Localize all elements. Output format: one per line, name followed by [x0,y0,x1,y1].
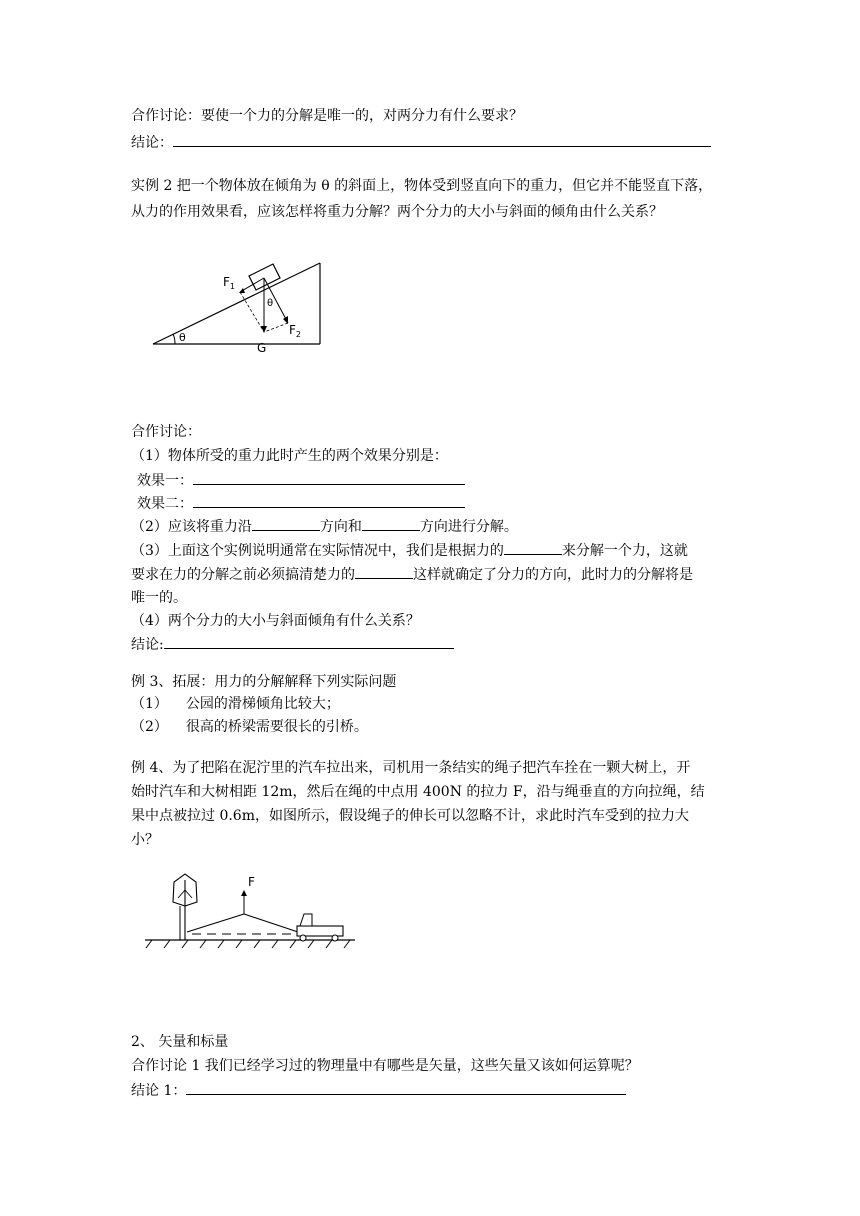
item-number: （1） [131,696,168,712]
conclusion-line [131,132,711,153]
tree-car-figure [140,868,360,958]
dashed-line [240,292,264,332]
f2-label: $F_2$ [289,323,301,339]
question-3-line-3: 唯一的。 [131,590,187,606]
question-1: （1）物体所受的重力此时产生的两个效果分别是： [131,448,448,464]
answer-blank [173,132,711,147]
question-3-line-1 [131,540,688,561]
example-4-text-line-4: 小？ [131,832,159,848]
force-arrowhead [241,890,247,896]
item-text: 公园的滑梯倾角比较大； [185,696,340,712]
f1-label: $F_1$ [223,275,235,291]
effect-2-line [137,493,465,514]
question-2 [131,516,518,537]
answer-blank [193,493,465,508]
example-4-text-line-1: 例 4、为了把陷在泥泞里的汽车拉出来，司机用一条结实的绳子把汽车拴在一颗大树上，开 [131,760,691,776]
question-4: （4）两个分力的大小与斜面倾角有什么关系？ [131,613,420,629]
force-label: F [248,875,255,889]
angle-arc [173,334,175,344]
answer-blank [186,1080,626,1095]
question-3-part-d: 这样就确定了分力的方向，此时力的分解将是 [413,567,693,583]
conclusion-line [131,634,454,655]
answer-blank [504,540,562,555]
car-icon [297,914,343,941]
ground-hatching [146,940,350,948]
example-4-text-line-3: 果中点被拉过 0.6m，如图所示，假设绳子的伸长可以忽略不计，求此时汽车受到的拉力大 [131,808,689,824]
effect-1-label: 效果一： [137,473,193,489]
effect-2-label: 效果二： [137,496,193,512]
discussion-question: 合作讨论：要使一个力的分解是唯一的，对两分力有什么要求？ [131,108,523,124]
example-3-item-1 [131,694,340,714]
answer-blank [252,516,320,531]
example-3-title: 例 3、拓展：用力的分解解释下列实际问题 [131,674,397,690]
question-3-part-b: 来分解一个力，这就 [561,543,688,559]
theta-label: θ [179,331,186,344]
discussion-question: 合作讨论 1 我们已经学习过的物理量中有哪些是矢量，这些矢量又该如何运算呢？ [131,1058,639,1074]
answer-blank [193,470,465,485]
rope [187,914,244,932]
conclusion-label: 结论: [131,637,164,653]
effect-1-line [137,470,465,491]
conclusion-line [131,1080,626,1101]
item-number: （2） [131,719,168,735]
conclusion-label: 结论 1： [131,1083,187,1099]
answer-blank [355,564,413,579]
example-2-text-line-2: 从力的作用效果看，应该怎样将重力分解？两个分力的大小与斜面的倾角由什么关系？ [131,204,663,220]
question-3-part-a: （3）上面这个实例说明通常在实际情况中，我们是根据力的 [131,543,504,559]
theta-label: θ [267,298,274,309]
rope [244,914,298,932]
question-2-part-b: 方向和 [319,519,362,535]
example-2-text-line-1: 实例 2 把一个物体放在倾角为 θ 的斜面上，物体受到竖直向下的重力，但它并不能竖直下落， [131,178,713,194]
item-text: 很高的桥梁需要很长的引桥。 [185,719,368,735]
question-2-part-a: （2）应该将重力沿 [131,519,252,535]
discussion-heading: 合作讨论： [131,424,201,440]
section-heading: 2、 矢量和标量 [131,1034,229,1050]
question-3-line-2 [131,564,693,585]
example-3-item-2 [131,717,368,737]
dashed-line [264,323,288,332]
incline-figure [145,252,335,362]
question-3-part-c: 要求在力的分解之前必须搞清楚力的 [131,567,355,583]
f2-arrowhead [283,316,288,324]
g-label: G [257,341,267,355]
conclusion-label: 结论： [131,135,173,151]
question-2-part-c: 方向进行分解。 [419,519,518,535]
answer-blank [164,634,454,649]
answer-blank [362,516,420,531]
example-4-text-line-2: 始时汽车和大树相距 12m，然后在绳的中点用 400N 的拉力 F，沿与绳垂直的方向拉绳，结 [131,784,705,800]
